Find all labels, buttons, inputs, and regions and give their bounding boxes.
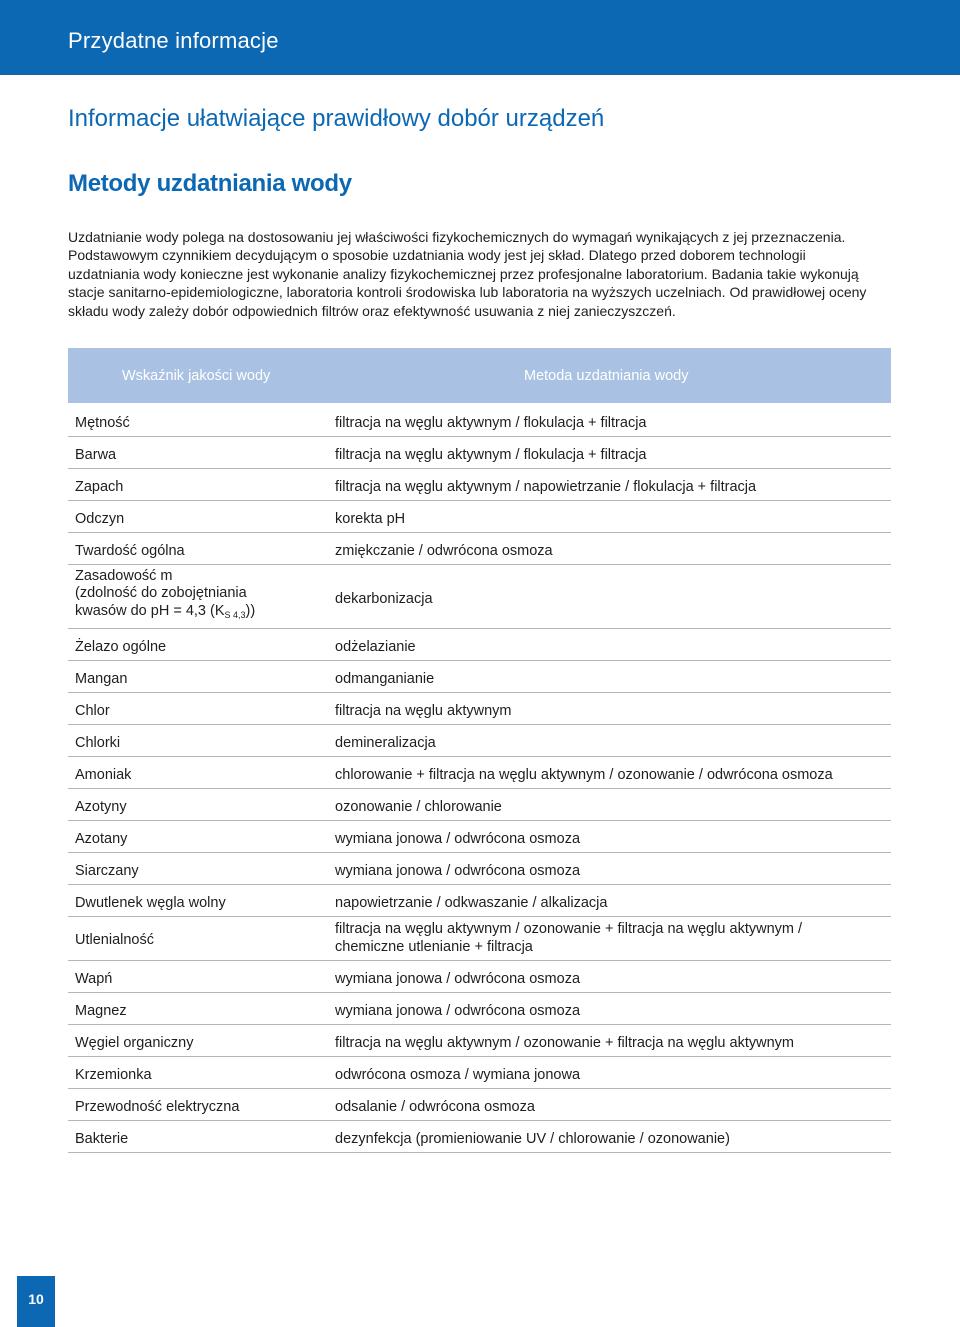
indicator-cell: Węgiel organiczny (75, 1034, 194, 1051)
indicator-cell: Dwutlenek węgla wolny (75, 894, 226, 911)
intro-line: uzdatniania wody konieczne jest wykonanie analizy fizykochemicznej przez profesjonalne laboratorium. Badania takie wykonują (68, 265, 859, 282)
indicator-cell: Chlorki (75, 734, 121, 751)
table-row (68, 1089, 891, 1121)
method-cell: filtracja na węglu aktywnym / ozonowanie + filtracja na węglu aktywnym (335, 1034, 794, 1051)
indicator-cell: Chlor (75, 702, 110, 719)
method-cell: wymiana jonowa / odwrócona osmoza (335, 862, 581, 879)
indicator-cell: Wapń (75, 970, 113, 987)
table-row (68, 853, 891, 885)
header-bar (0, 0, 960, 75)
indicator-line: Zasadowość m (75, 567, 173, 584)
page-number-badge (17, 1276, 55, 1327)
method-cell: dezynfekcja (promieniowanie UV / chlorowanie / ozonowanie) (335, 1130, 730, 1147)
intro-line: stacje sanitarno-epidemiologiczne, laboratoria kontroli środowiska lub laboratoria na wyższych uczelniach. Od prawidłowej oceny (68, 284, 867, 301)
intro-paragraph (68, 228, 892, 320)
indicator-cell: Odczyn (75, 510, 125, 527)
page-subtitle: Informacje ułatwiające prawidłowy dobór urządzeń (68, 105, 605, 132)
indicator-cell: Azotyny (75, 798, 127, 815)
table-row (68, 1025, 891, 1057)
column-header-method: Metoda uzdatniania wody (524, 368, 689, 384)
method-line: chemiczne utlenianie + filtracja (335, 938, 533, 955)
indicator-cell: Amoniak (75, 766, 132, 783)
method-cell: korekta pH (335, 510, 406, 527)
indicator-text: kwasów do pH = 4,3 (K (75, 602, 225, 619)
indicator-cell: Mętność (75, 414, 130, 431)
indicator-cell: Krzemionka (75, 1066, 152, 1083)
indicator-cell: Barwa (75, 446, 117, 463)
column-header-indicator: Wskaźnik jakości wody (122, 368, 271, 384)
method-cell: zmiękczanie / odwrócona osmoza (335, 542, 553, 559)
intro-line: Uzdatnianie wody polega na dostosowaniu jej właściwości fizykochemicznych do wymagań wynikających z jej przeznaczenia. (68, 229, 846, 245)
table-row (68, 629, 891, 661)
indicator-cell: Żelazo ogólne (75, 638, 167, 655)
table-row (68, 1121, 891, 1153)
method-cell: napowietrzanie / odkwaszanie / alkalizacja (335, 894, 608, 911)
method-cell: filtracja na węglu aktywnym (335, 702, 512, 719)
table-row (68, 469, 891, 501)
indicator-cell: Utlenialność (75, 931, 154, 948)
method-cell: odmanganianie (335, 670, 435, 687)
method-cell: dekarbonizacja (335, 590, 433, 607)
table-row (68, 961, 891, 993)
indicator-cell: Zapach (75, 478, 124, 495)
method-cell: odżelazianie (335, 638, 416, 655)
method-cell: ozonowanie / chlorowanie (335, 798, 502, 815)
table-row (68, 1057, 891, 1089)
indicator-line: (zdolność do zobojętniania (75, 585, 247, 601)
header-title: Przydatne informacje (68, 28, 279, 53)
page-number: 10 (28, 1291, 44, 1307)
method-cell: odsalanie / odwrócona osmoza (335, 1098, 535, 1115)
method-cell: odwrócona osmoza / wymiana jonowa (335, 1066, 581, 1083)
indicator-cell (75, 568, 315, 625)
method-cell (335, 921, 890, 956)
subscript-text: S 4,3 (224, 609, 246, 620)
section-title: Metody uzdatniania wody (68, 170, 352, 197)
table-row (68, 661, 891, 693)
indicator-cell: Twardość ogólna (75, 542, 185, 559)
table-row (68, 405, 891, 437)
table-row (68, 885, 891, 917)
method-cell: demineralizacja (335, 734, 436, 751)
table-row (68, 821, 891, 853)
table-row (68, 757, 891, 789)
table-row (68, 565, 891, 629)
method-line: filtracja na węglu aktywnym / ozonowanie + filtracja na węglu aktywnym / (335, 921, 803, 937)
indicator-text: )) (245, 602, 256, 619)
table-row (68, 725, 891, 757)
indicator-cell: Bakterie (75, 1130, 129, 1147)
method-cell: chlorowanie + filtracja na węglu aktywnym / ozonowanie / odwrócona osmoza (335, 766, 833, 783)
method-cell: filtracja na węglu aktywnym / flokulacja + filtracja (335, 446, 647, 463)
table-row (68, 917, 891, 961)
table-row (68, 993, 891, 1025)
table-header (68, 348, 891, 403)
table-row (68, 533, 891, 565)
method-cell: wymiana jonowa / odwrócona osmoza (335, 830, 581, 847)
method-cell: wymiana jonowa / odwrócona osmoza (335, 970, 581, 987)
method-cell: wymiana jonowa / odwrócona osmoza (335, 1002, 581, 1019)
water-treatment-table (68, 405, 891, 1153)
indicator-cell: Mangan (75, 670, 128, 687)
indicator-cell: Azotany (75, 830, 128, 847)
indicator-cell: Magnez (75, 1002, 127, 1019)
table-row (68, 693, 891, 725)
table-row (68, 437, 891, 469)
indicator-cell: Przewodność elektryczna (75, 1098, 240, 1115)
intro-line: składu wody zależy dobór odpowiednich filtrów oraz efektywność usuwania z niej zanieczyszczeń. (68, 302, 676, 319)
method-cell: filtracja na węglu aktywnym / napowietrzanie / flokulacja + filtracja (335, 478, 757, 495)
intro-line: Podstawowym czynnikiem decydującym o sposobie uzdatniania wody jest jej skład. Dlatego przed doborem technologii (68, 247, 806, 264)
table-row (68, 789, 891, 821)
table-row (68, 501, 891, 533)
method-cell: filtracja na węglu aktywnym / flokulacja + filtracja (335, 414, 647, 431)
indicator-cell: Siarczany (75, 862, 139, 879)
indicator-line (75, 603, 315, 625)
